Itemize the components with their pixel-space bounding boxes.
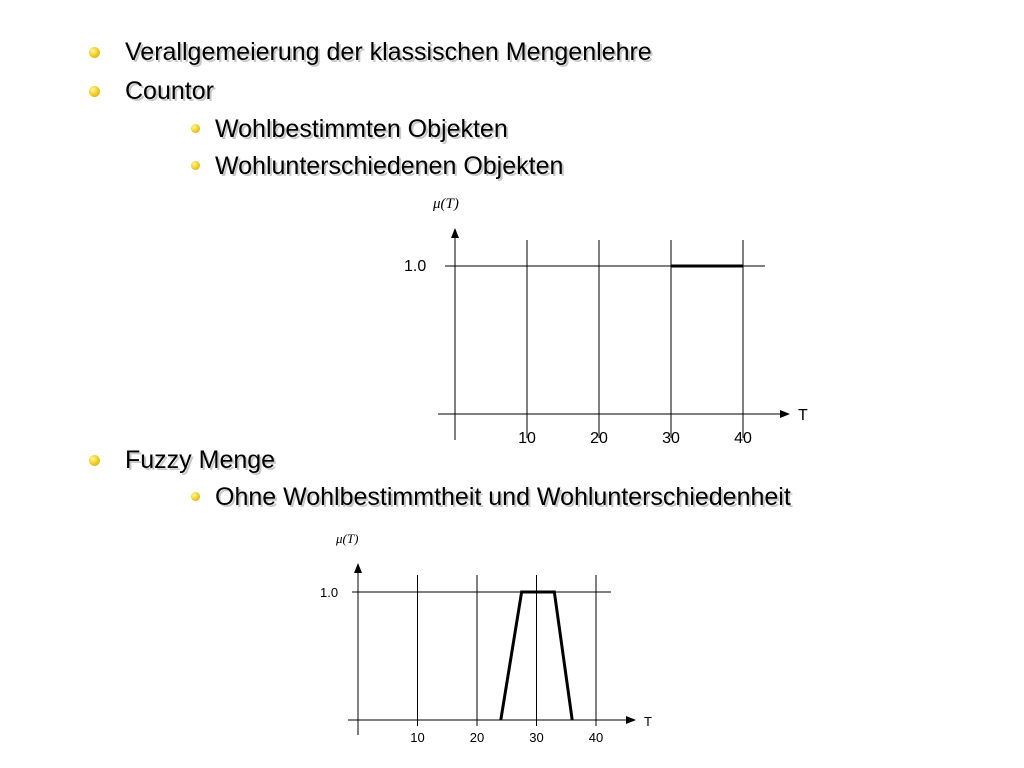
- x-tick-label: 20: [469, 730, 485, 745]
- x-axis-arrow-icon: [626, 716, 636, 724]
- x-tick-label: 10: [518, 430, 536, 447]
- x-tick-label: 30: [529, 730, 544, 745]
- bullet-text: Countor: [125, 77, 214, 105]
- bullet-text: Fuzzy Menge: [125, 446, 276, 474]
- y-axis-label: μ(T): [433, 196, 459, 212]
- x-tick-label: 40: [588, 730, 604, 745]
- bullet-text: Verallgemeierung der klassischen Mengenlehre: [125, 38, 652, 66]
- x-axis-label: T: [798, 407, 808, 424]
- y-axis-arrow-icon: [354, 563, 362, 573]
- x-axis-label: T: [644, 714, 652, 729]
- y-tick-label: 1.0: [320, 585, 339, 600]
- y-axis-label: μ(T): [336, 531, 359, 546]
- bullet-text: Ohne Wohlbestimmtheit und Wohlunterschiedenheit: [215, 483, 791, 511]
- x-tick-label: 40: [734, 430, 752, 447]
- x-axis-arrow-icon: [780, 410, 790, 418]
- x-tick-label: 20: [590, 430, 608, 447]
- y-axis-arrow-icon: [451, 228, 459, 238]
- bullet-text: Wohlbestimmten Objekten: [215, 115, 508, 143]
- x-tick-label: 30: [662, 430, 680, 447]
- x-tick-label: 10: [410, 730, 425, 745]
- y-tick-label: 1.0: [404, 258, 427, 275]
- bullet-text: Wohlunterschiedenen Objekten: [215, 152, 564, 180]
